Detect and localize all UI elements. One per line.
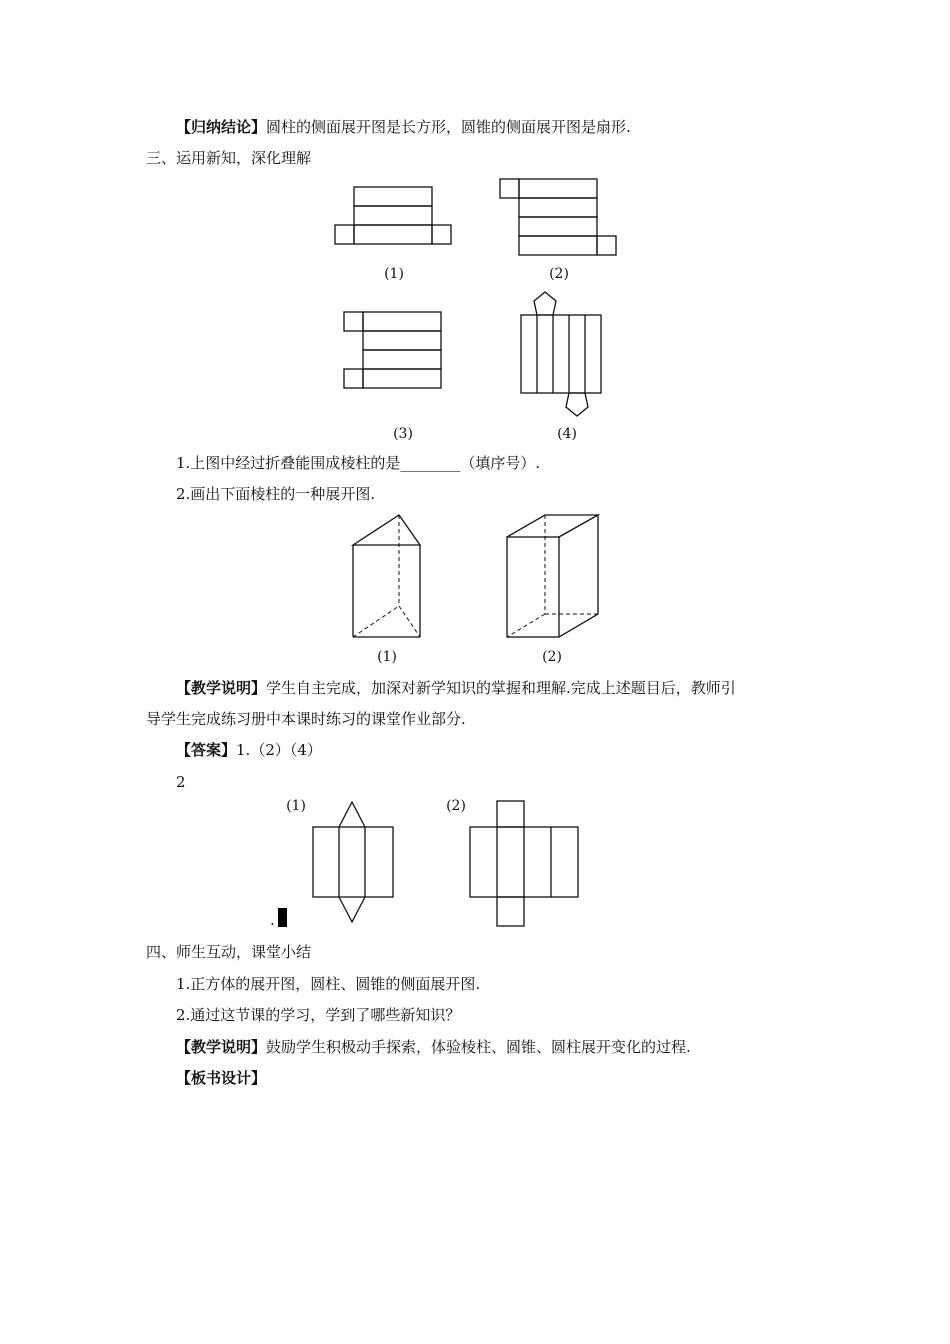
summary-item-1: 1.正方体的展开图，圆柱、圆锥的侧面展开图.: [176, 975, 481, 993]
conclusion-text: 圆柱的侧面展开图是长方形，圆锥的侧面展开图是扇形.: [266, 118, 631, 136]
answer-net-2: [470, 801, 578, 926]
dot-mark: .: [270, 911, 275, 929]
summary-item-2: 2.通过这节课的学习，学到了哪些新知识？: [176, 1006, 461, 1024]
answer-tag: 【答案】: [176, 741, 237, 759]
answer-caption-2: (2): [446, 798, 466, 814]
answer-2-label: 2: [176, 773, 186, 791]
teaching2-tag: 【教学说明】: [176, 1038, 267, 1056]
section3-title: 三、运用新知，深化理解: [146, 149, 312, 167]
teaching-note-2: 导学生完成练习册中本课时练习的课堂作业部分.: [146, 710, 466, 728]
black-marker: [278, 908, 287, 927]
answer-net-1: [313, 802, 393, 922]
net-caption-2: (2): [549, 266, 569, 282]
board-design-tag: 【板书设计】: [176, 1069, 267, 1087]
prism-caption-2: (2): [542, 649, 562, 665]
answer-caption-1: (1): [286, 798, 306, 814]
net-caption-3: (3): [393, 426, 413, 442]
net-caption-1: (1): [384, 266, 404, 282]
net-caption-4: (4): [557, 426, 577, 442]
teaching-text-1: 学生自主完成，加深对新学知识的掌握和理解.完成上述题目后，教师引: [266, 679, 736, 697]
question-1: 1.上图中经过折叠能围成棱柱的是________（填序号）.: [176, 454, 541, 472]
teaching-tag: 【教学说明】: [176, 679, 267, 697]
section4-title: 四、师生互动，课堂小结: [146, 943, 312, 961]
conclusion-tag: 【归纳结论】: [176, 118, 267, 136]
question-2: 2.画出下面棱柱的一种展开图.: [176, 485, 376, 503]
prism-caption-1: (1): [377, 649, 397, 665]
teaching-note-3: [176, 1037, 691, 1057]
teaching2-text: 鼓励学生积极动手探索，体验棱柱、圆锥、圆柱展开变化的过程.: [266, 1038, 691, 1056]
answer-text: 1.（2）（4）: [236, 741, 322, 759]
